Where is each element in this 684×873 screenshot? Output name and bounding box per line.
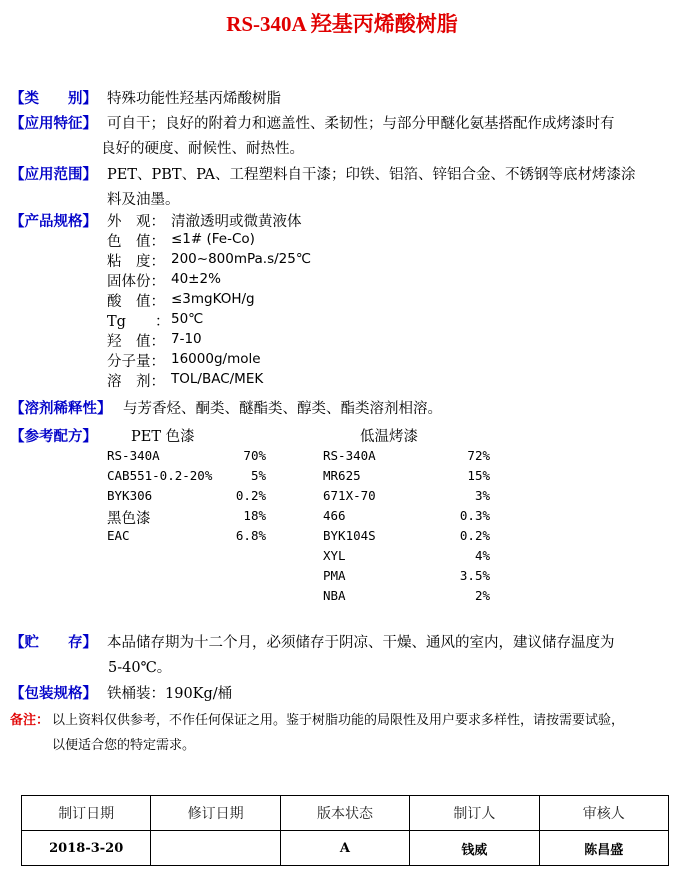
category-label: 【类 别】 — [10, 90, 97, 107]
formula-right-pct: 0.3% — [459, 508, 490, 523]
formula-left-name: BYK306 — [107, 488, 153, 503]
header-cell: 审核人 — [539, 796, 668, 831]
value-cell: 陈昌盛 — [539, 831, 668, 866]
scope-label: 【应用范围】 — [10, 166, 97, 183]
spec-name: Tg ： — [107, 314, 170, 330]
formula-right-name: 671X-70 — [323, 488, 376, 503]
record-table-header — [22, 796, 669, 831]
formula-left-pct: 0.2% — [235, 488, 266, 503]
formula-right-name: MR625 — [323, 468, 361, 483]
document-title: RS-340A 羟基丙烯酸树脂 — [226, 12, 458, 36]
formula-left-title: PET 色漆 — [131, 429, 195, 445]
formula-left-pct: 5% — [250, 468, 266, 483]
formula-left-name: RS-340A — [107, 448, 160, 463]
formula-left-name: EAC — [107, 528, 130, 543]
spec-value: 16000g/mole — [171, 351, 261, 367]
category-text: 特殊功能性羟基丙烯酸树脂 — [107, 91, 281, 107]
formula-left-name: CAB551-0.2-20% — [107, 468, 213, 483]
record-table — [21, 795, 669, 866]
solvent-text: 与芳香烃、酮类、醚酯类、醇类、酯类溶剂相溶。 — [123, 401, 442, 417]
formula-right-pct: 3.5% — [459, 568, 490, 583]
formula-left-pct: 70% — [243, 448, 266, 463]
specs-label: 【产品规格】 — [10, 213, 97, 230]
header-cell: 修订日期 — [151, 796, 280, 831]
spec-value: ≤1# (Fe-Co) — [171, 231, 255, 247]
spec-name: 溶 剂： — [107, 374, 165, 390]
formula-right-pct: 2% — [474, 588, 490, 603]
note-label: 备注： — [10, 713, 50, 728]
spec-name: 固体份： — [107, 274, 165, 290]
spec-name: 色 值： — [107, 234, 165, 250]
formula-right-name: BYK104S — [323, 528, 376, 543]
value-cell: A — [280, 831, 409, 866]
features-text-line1: 可自干；良好的附着力和遮盖性、柔韧性；与部分甲醚化氨基搭配作成烤漆时有 — [107, 116, 615, 132]
formula-right-name: RS-340A — [323, 448, 376, 463]
formula-right-pct: 4% — [474, 548, 490, 563]
spec-value: 50℃ — [171, 311, 204, 327]
storage-text-line1: 本品储存期为十二个月，必须储存于阴凉、干燥、通风的室内，建议储存温度为 — [107, 635, 615, 651]
value-cell — [151, 831, 280, 866]
value-cell: 钱威 — [410, 831, 539, 866]
packaging-text: 铁桶装：190Kg/桶 — [107, 686, 233, 702]
spec-name: 粘 度： — [107, 254, 165, 270]
formula-right-name: 466 — [323, 508, 346, 523]
header-cell: 制订人 — [410, 796, 539, 831]
features-label: 【应用特征】 — [10, 115, 97, 132]
storage-text-line2: 5-40℃。 — [108, 660, 172, 676]
spec-name: 酸 值： — [107, 294, 165, 310]
formula-label: 【参考配方】 — [10, 428, 97, 445]
packaging-label: 【包装规格】 — [10, 685, 97, 702]
value-cell: 2018-3-20 — [22, 831, 151, 866]
formula-left-name: 黑色漆 — [107, 511, 151, 527]
formula-right-name: PMA — [323, 568, 346, 583]
header-cell: 制订日期 — [22, 796, 151, 831]
note-text-line1: 以上资料仅供参考，不作任何保证之用。鉴于树脂功能的局限性及用户要求多样性，请按需要试验， — [52, 713, 625, 728]
spec-value: 清澈透明或微黄液体 — [171, 214, 302, 230]
spec-name: 外 观： — [107, 214, 165, 230]
scope-text-line1: PET、PBT、PA、工程塑料自干漆；印铁、铝箔、锌铝合金、不锈钢等底材烤漆涂 — [107, 167, 636, 183]
formula-left-pct: 6.8% — [235, 528, 266, 543]
formula-right-name: NBA — [323, 588, 346, 603]
storage-label: 【贮 存】 — [10, 634, 97, 651]
spec-value: 40±2% — [171, 271, 221, 287]
formula-right-title: 低温烤漆 — [360, 429, 418, 445]
features-text-line2: 良好的硬度、耐候性、耐热性。 — [101, 141, 304, 157]
spec-value: 200~800mPa.s/25℃ — [171, 251, 312, 267]
formula-right-pct: 0.2% — [459, 528, 490, 543]
note-text-line2: 以便适合您的特定需求。 — [52, 738, 196, 753]
spec-value: TOL/BAC/MEK — [171, 371, 264, 387]
scope-text-line2: 料及油墨。 — [107, 192, 180, 208]
formula-right-pct: 15% — [467, 468, 490, 483]
spec-value: 7-10 — [171, 331, 202, 347]
spec-name: 分子量： — [107, 354, 165, 370]
formula-right-pct: 72% — [467, 448, 490, 463]
formula-right-name: XYL — [323, 548, 346, 563]
formula-right-pct: 3% — [474, 488, 490, 503]
spec-name: 羟 值： — [107, 334, 165, 350]
header-cell: 版本状态 — [280, 796, 409, 831]
record-table-row — [22, 831, 669, 866]
formula-left-pct: 18% — [243, 508, 266, 523]
spec-value: ≤3mgKOH/g — [171, 291, 255, 307]
solvent-label: 【溶剂稀释性】 — [10, 400, 112, 417]
